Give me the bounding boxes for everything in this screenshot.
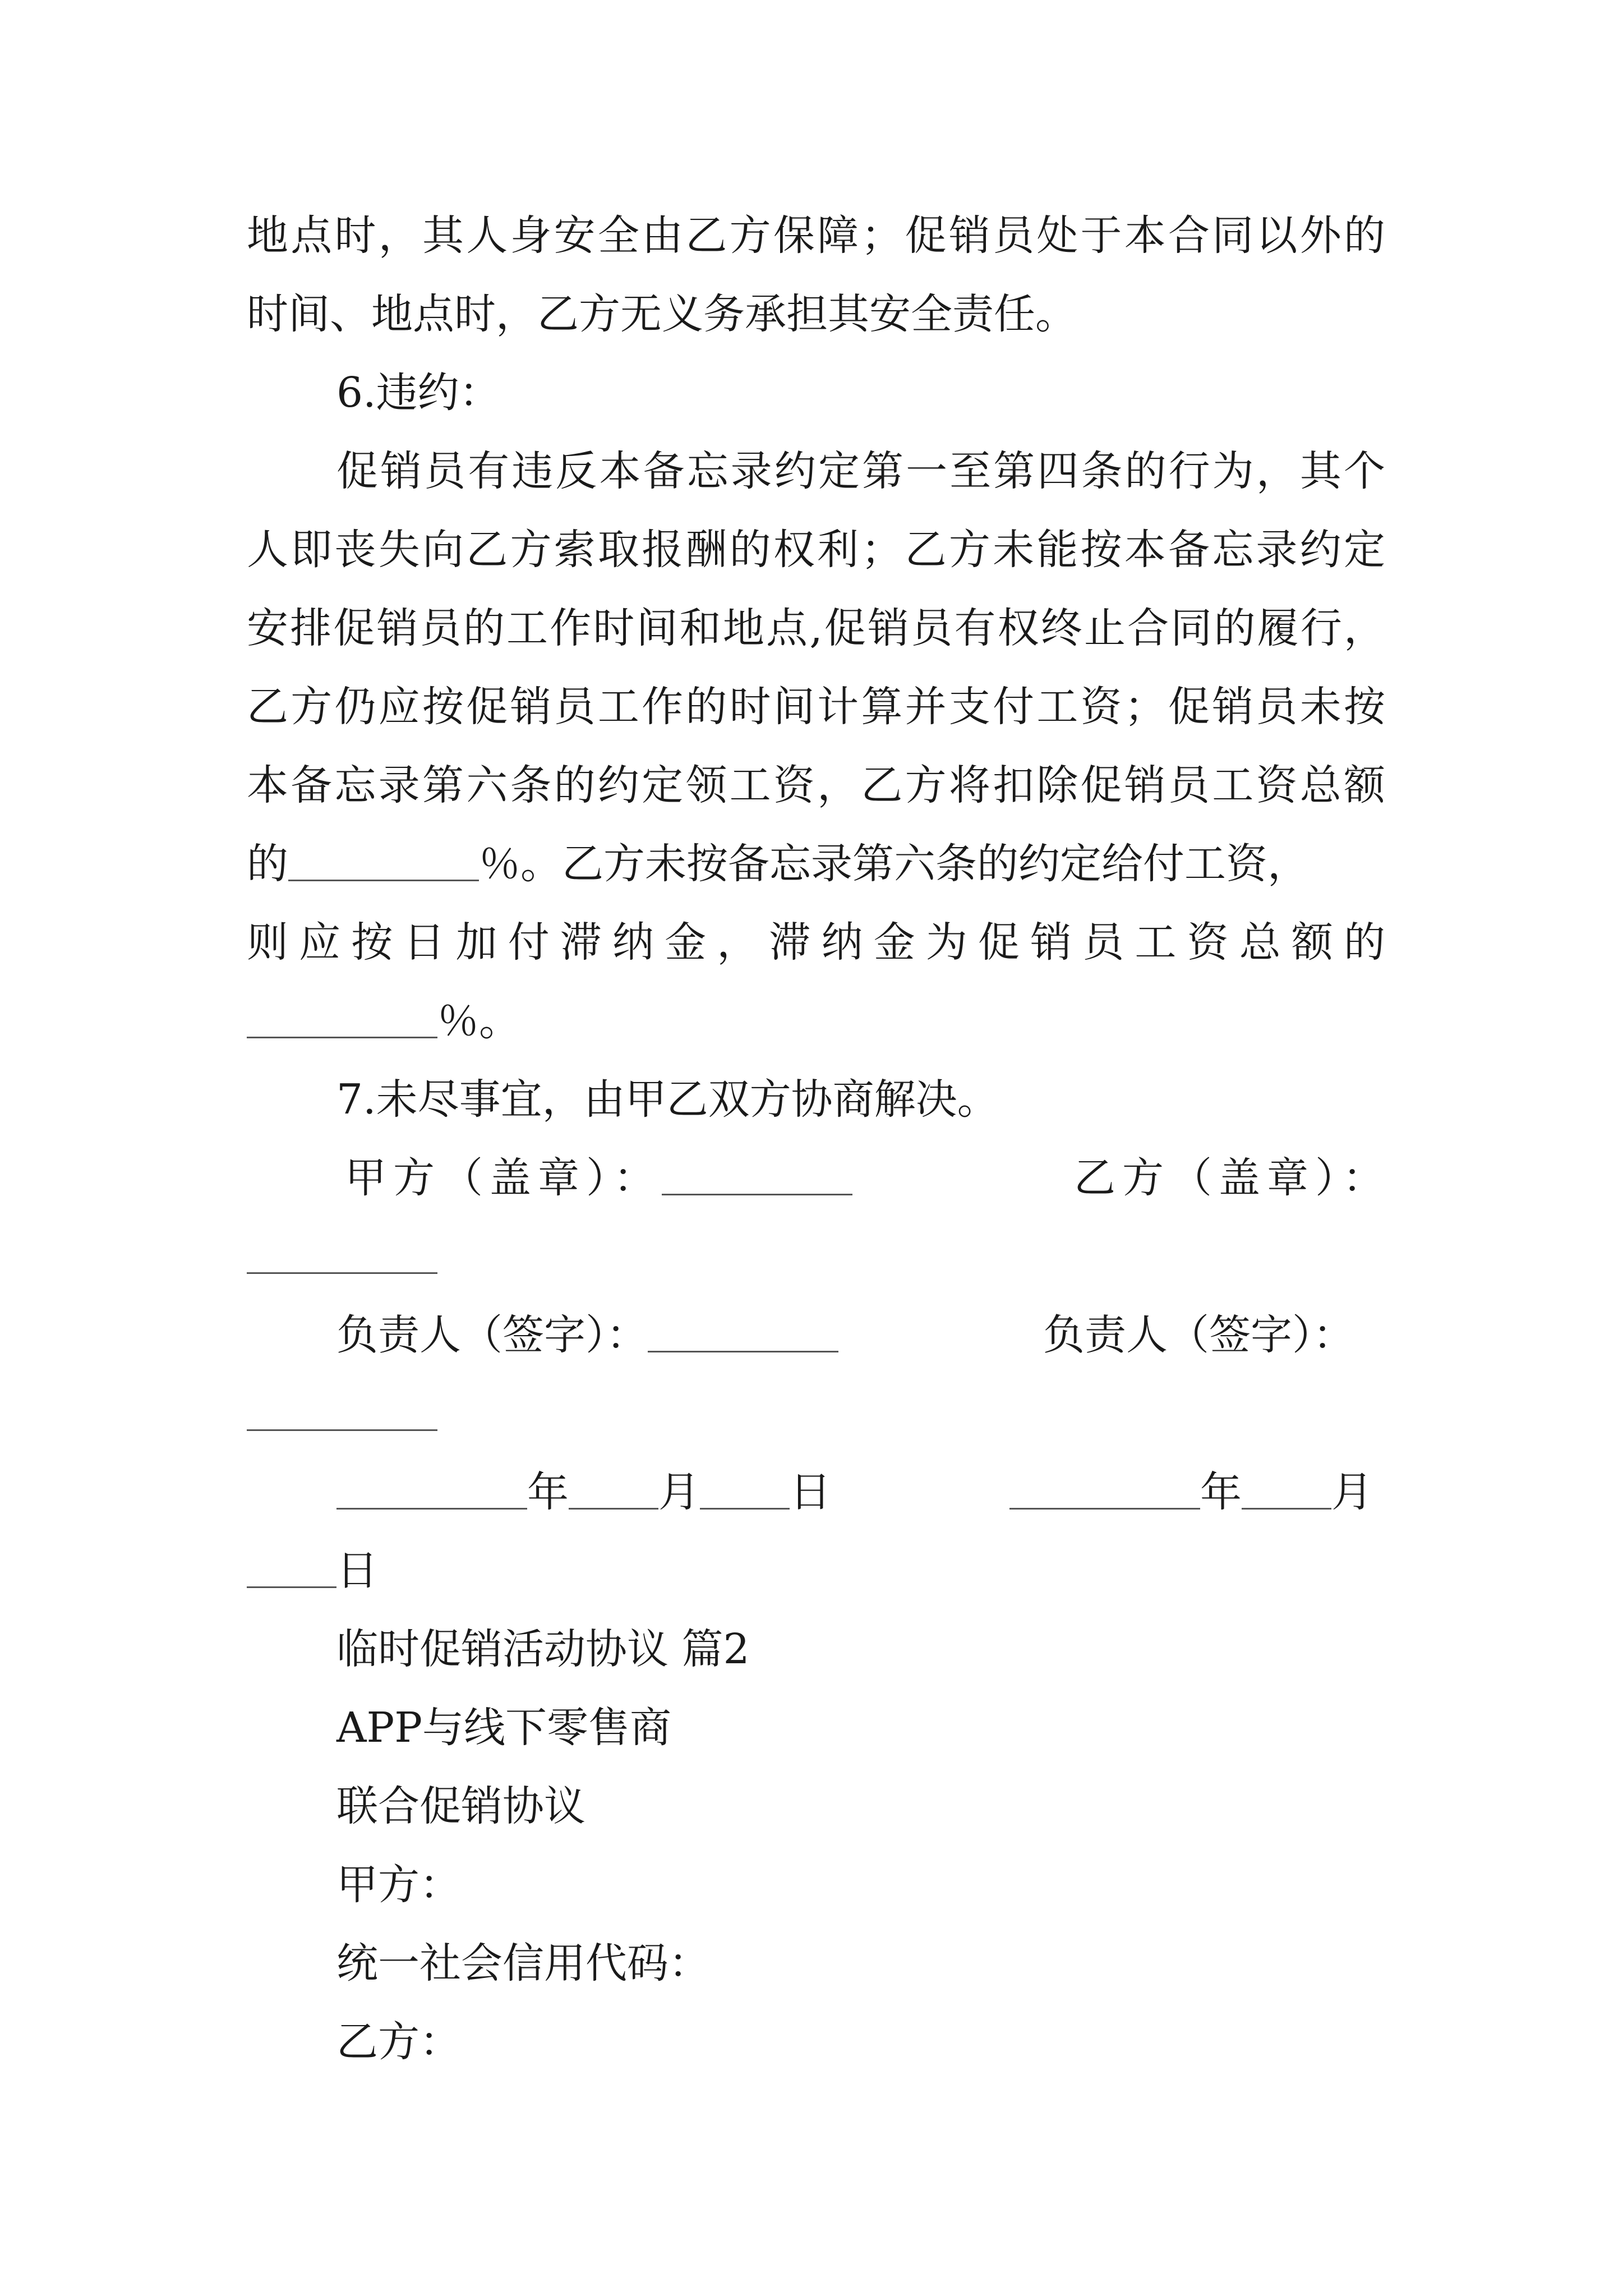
party-b-field: 乙方： [336, 2018, 461, 2066]
party-b-date [1009, 1467, 1373, 1517]
party-a-seal-blank [662, 1160, 852, 1195]
party-b-date-day [247, 1545, 378, 1596]
party-a-date [336, 1467, 831, 1517]
day-blank [700, 1474, 790, 1510]
party-b-seal-blank-line [247, 1231, 437, 1282]
party-a-field: 甲方： [336, 1861, 461, 1909]
day-label: 日 [336, 1547, 378, 1595]
year-blank [336, 1474, 527, 1510]
party-b-seal-blank [247, 1239, 437, 1274]
party-a-seal [345, 1153, 852, 1203]
body-text-line: 安排促销员的工作时间和地点,促销员有权终止合同的履行， [247, 604, 1385, 652]
party-b-signer-label: 负责人（签字）： [1043, 1311, 1354, 1359]
body-text-line-with-blank [247, 839, 1385, 889]
party-b-seal-label: 乙方（盖章）： [1074, 1154, 1391, 1202]
body-text-line: APP与线下零售商 [336, 1704, 672, 1752]
party-a-signer-blank [648, 1317, 838, 1352]
party-a-signer [336, 1310, 838, 1360]
body-text-line: 本备忘录第六条的约定领工资，乙方将扣除促销员工资总额 [247, 761, 1385, 809]
day-blank [247, 1553, 336, 1588]
clause-heading: 6.违约： [336, 369, 501, 417]
month-label: 月 [1331, 1468, 1373, 1516]
body-text-line: 时间、地点时，乙方无义务承担其安全责任。 [247, 290, 1077, 338]
year-blank [1009, 1474, 1200, 1510]
body-text-line: 联合促销协议 [336, 1782, 585, 1830]
percent-blank [247, 1003, 437, 1038]
text-segment: ％。乙方未按备忘录第六条的约定给付工资， [479, 840, 1309, 888]
percent-blank [288, 846, 479, 881]
body-text-line: 则应按日加付滞纳金，滞纳金为促销员工资总额的 [247, 918, 1385, 967]
clause-heading: 7.未尽事宜，由甲乙双方协商解决。 [336, 1075, 999, 1124]
month-label: 月 [658, 1468, 700, 1516]
day-label: 日 [790, 1468, 831, 1516]
party-b-signer-blank [247, 1396, 437, 1431]
body-text-line: 促销员有违反本备忘录约定第一至第四条的行为，其个 [336, 447, 1385, 495]
year-label: 年 [527, 1468, 569, 1516]
party-b-seal [1074, 1153, 1391, 1203]
party-b-signer [1043, 1310, 1354, 1360]
section-title: 临时促销活动协议 篇2 [336, 1625, 750, 1673]
text-segment: 的 [247, 840, 288, 888]
month-blank [569, 1474, 658, 1510]
body-text-line-with-blank [247, 996, 520, 1046]
text-segment: ％。 [437, 997, 520, 1045]
year-label: 年 [1200, 1468, 1242, 1516]
body-text-line: 乙方仍应按促销员工作的时间计算并支付工资；促销员未按 [247, 683, 1385, 731]
party-b-signer-blank-line [247, 1388, 437, 1439]
month-blank [1242, 1474, 1331, 1510]
credit-code-field: 统一社会信用代码： [336, 1939, 710, 1987]
party-a-seal-label: 甲方（盖章）： [345, 1154, 662, 1202]
body-text-line: 地点时，其人身安全由乙方保障；促销员处于本合同以外的 [247, 211, 1385, 260]
party-a-signer-label: 负责人（签字）： [336, 1311, 648, 1359]
body-text-line: 人即丧失向乙方索取报酬的权利；乙方未能按本备忘录约定 [247, 526, 1385, 574]
